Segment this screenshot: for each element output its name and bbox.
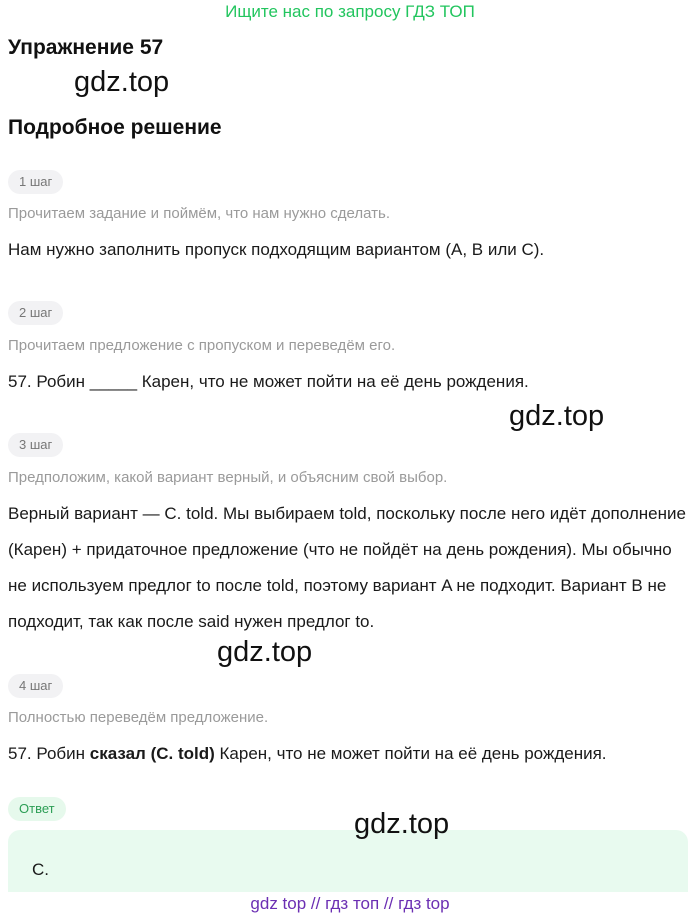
watermark: gdz.top (509, 400, 605, 432)
step-text: Верный вариант — C. told. Мы выбираем told, поскольку после него идёт дополнение (Карен) + придаточное предложение (что не пойдёт на день рождения). Мы обычно не используем предлог to после told, поэтому вариант A не подходит. Вариант B не подходит, так как после said нужен предлог to. (8, 504, 686, 631)
promo-banner: Ищите нас по запросу ГДЗ ТОП (225, 2, 475, 21)
step-caption: Полностью переведём предложение. (8, 709, 269, 726)
answer-text: C. (32, 860, 49, 879)
step-caption: Прочитаем задание и поймём, что нам нужно сделать. (8, 205, 391, 222)
step-text-end: Карен, что не может пойти на её день рождения. (214, 744, 607, 763)
answer-box (8, 830, 688, 892)
step-caption: Предположим, какой вариант верный, и объясним свой выбор. (8, 469, 448, 486)
step-badge: 2 шаг (8, 301, 63, 325)
footer-links: gdz top // гдз топ // гдз top (250, 894, 450, 913)
section-title: Подробное решение (8, 116, 222, 139)
answer-badge: Ответ (8, 797, 66, 821)
step-text (8, 736, 692, 772)
step-badge: 4 шаг (8, 674, 63, 698)
step-badge: 3 шаг (8, 433, 63, 457)
watermark: gdz.top (74, 66, 170, 98)
step-text-answer-bold: сказал (C. told) (89, 744, 215, 763)
exercise-title: Упражнение 57 (8, 36, 164, 59)
step-caption: Прочитаем предложение с пропуском и переведём его. (8, 337, 396, 354)
step-text: Нам нужно заполнить пропуск подходящим вариантом (A, B или C). (8, 240, 545, 259)
step-text: 57. Робин _____ Карен, что не может пойти на её день рождения. (8, 372, 529, 391)
step-badge: 1 шаг (8, 170, 63, 194)
step-text-start: 57. Робин (8, 744, 90, 763)
watermark: gdz.top (217, 636, 313, 668)
watermark: gdz.top (354, 808, 450, 840)
